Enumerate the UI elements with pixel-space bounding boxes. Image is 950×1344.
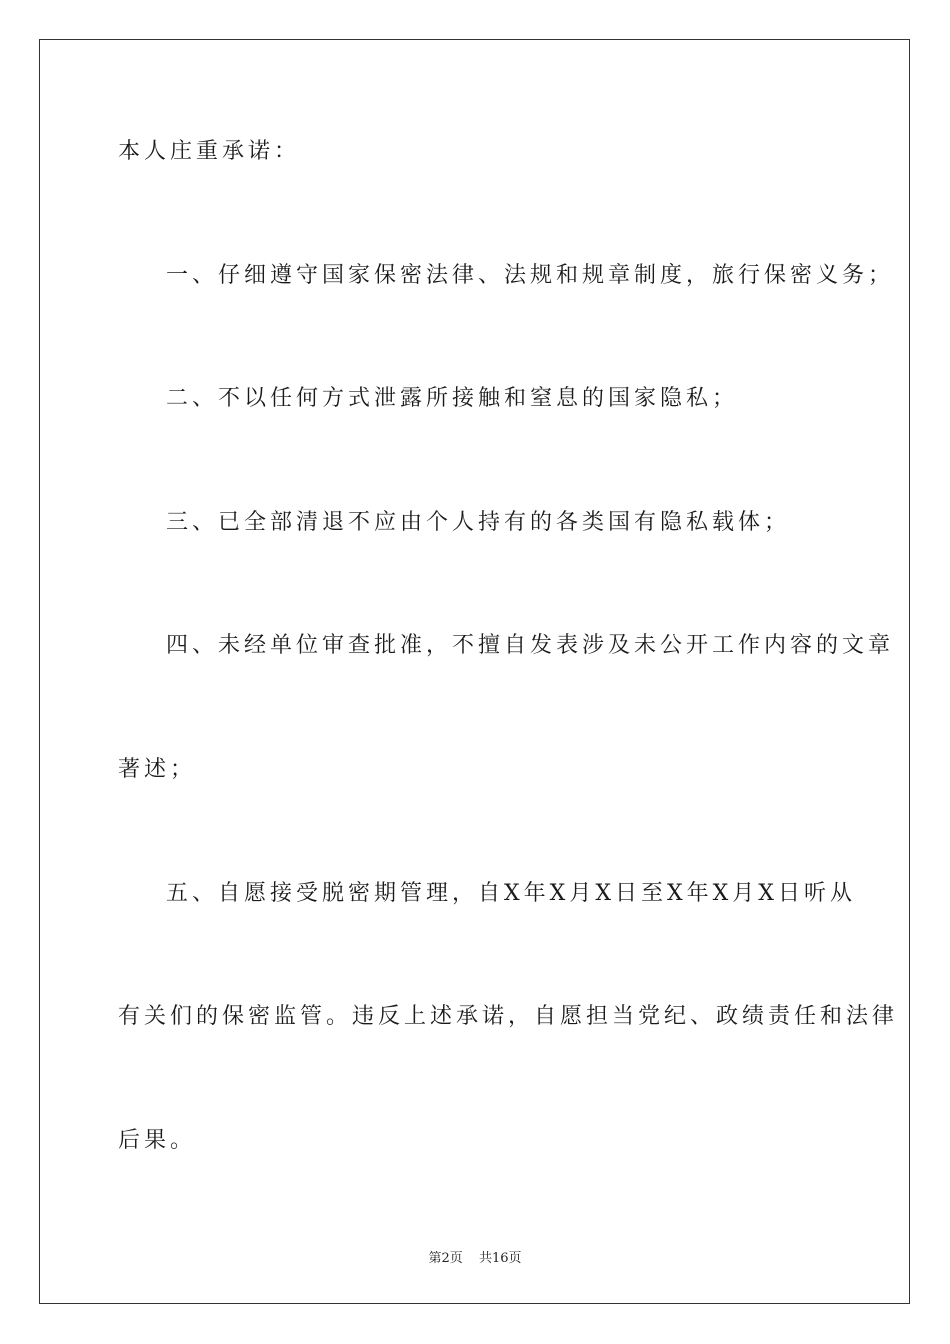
paragraph-item-2: 二、不以任何方式泄露所接触和窒息的国家隐私；: [166, 386, 739, 411]
paragraph-item-3: 三、已全部清退不应由个人持有的各类国有隐私载体；: [166, 510, 791, 535]
page-footer: [0, 1247, 950, 1266]
page-number-total: 共16页: [478, 1251, 522, 1266]
paragraph-item-4-line-1: 四、未经单位审查批准，不擅自发表涉及未公开工作内容的文章: [166, 633, 895, 658]
page-number-current: 第2页: [428, 1251, 463, 1266]
paragraph-item-1: 一、仔细遵守国家保密法律、法规和规章制度，旅行保密义务；: [166, 263, 895, 288]
page-border: [39, 39, 910, 1304]
paragraph-item-4-line-2: 著述；: [118, 757, 197, 782]
paragraph-item-5-line-2: 有关们的保密监管。违反上述承诺，自愿担当党纪、政绩责任和法律: [118, 1004, 899, 1029]
commitment-heading: 本人庄重承诺：: [118, 139, 301, 164]
paragraph-item-5-line-1: 五、自愿接受脱密期管理，自X年X月X日至X年X月X日听从: [166, 881, 856, 906]
paragraph-item-5-line-3: 后果。: [118, 1128, 197, 1153]
